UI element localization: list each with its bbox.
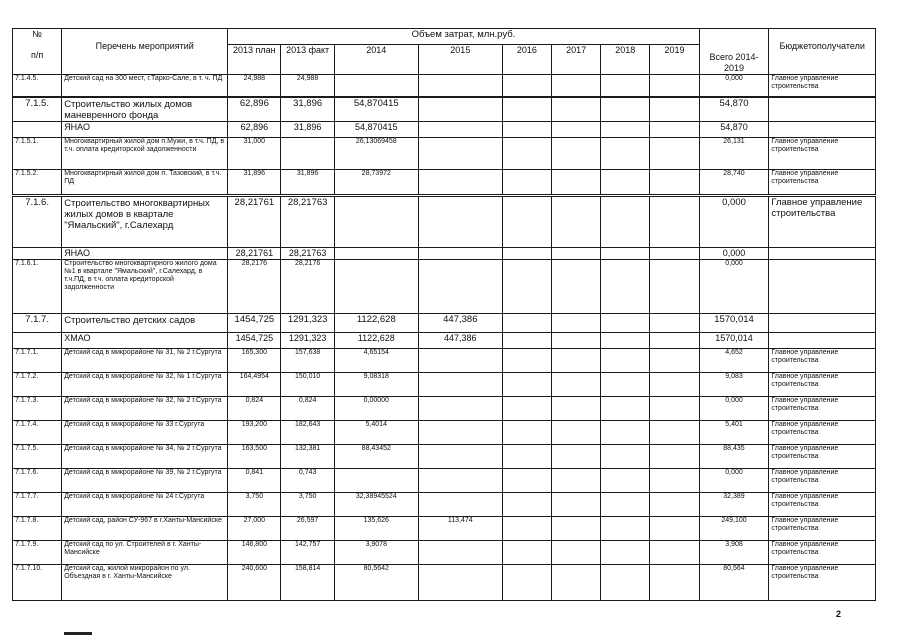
cell-v2014: 28,73972 <box>334 169 418 195</box>
table-row <box>13 540 876 564</box>
cell-v2015 <box>418 564 502 600</box>
header-cost: Объем затрат, млн.руб. <box>228 29 699 45</box>
cell-total: 249,100 <box>699 516 769 540</box>
cell-v2015 <box>418 137 502 169</box>
cell-recipient: Главное управление строительства <box>769 396 876 420</box>
cell-y2017 <box>552 169 601 195</box>
cell-v2015 <box>418 372 502 396</box>
table-header <box>13 29 876 75</box>
cell-code <box>13 121 62 137</box>
cell-v2014 <box>334 259 418 313</box>
cell-code: 7.1.6. <box>13 195 62 247</box>
header-pp: п/п <box>30 50 44 60</box>
cell-recipient: Главное управление строительства <box>769 492 876 516</box>
cell-v2014: 26,13069458 <box>334 137 418 169</box>
cell-v2014 <box>334 195 418 247</box>
cell-y2018 <box>601 313 650 332</box>
cell-y2016 <box>502 169 551 195</box>
cell-y2018 <box>601 169 650 195</box>
cell-total: 80,564 <box>699 564 769 600</box>
cell-v2015 <box>418 444 502 468</box>
cell-code: 7.1.7.2. <box>13 372 62 396</box>
cell-recipient: Главное управление строительства <box>769 468 876 492</box>
cell-y2017 <box>552 97 601 122</box>
cell-total: 0,000 <box>699 396 769 420</box>
cell-fact: 31,896 <box>281 169 334 195</box>
cell-fact: 26,597 <box>281 516 334 540</box>
table-row <box>13 372 876 396</box>
cell-y2019 <box>650 137 699 169</box>
cell-recipient <box>769 259 876 313</box>
cell-fact: 28,21763 <box>281 247 334 259</box>
cell-y2017 <box>552 137 601 169</box>
cell-y2018 <box>601 492 650 516</box>
cell-y2016 <box>502 137 551 169</box>
table-row <box>13 259 876 313</box>
cell-v2015 <box>418 348 502 372</box>
cell-v2014: 54,870415 <box>334 121 418 137</box>
cell-y2018 <box>601 332 650 348</box>
cell-v2014 <box>334 75 418 97</box>
cell-y2016 <box>502 348 551 372</box>
cell-y2019 <box>650 396 699 420</box>
cell-y2016 <box>502 468 551 492</box>
cell-y2018 <box>601 195 650 247</box>
cell-v2015 <box>418 169 502 195</box>
header-total: Всего 2014-2019 <box>699 29 769 75</box>
cell-v2015 <box>418 75 502 97</box>
cell-code: 7.1.7.5. <box>13 444 62 468</box>
cell-y2017 <box>552 396 601 420</box>
cell-fact: 1291,323 <box>281 313 334 332</box>
cell-y2016 <box>502 372 551 396</box>
cell-y2016 <box>502 313 551 332</box>
cell-code: 7.1.7. <box>13 313 62 332</box>
cell-v2015 <box>418 492 502 516</box>
cell-y2016 <box>502 396 551 420</box>
cell-y2017 <box>552 468 601 492</box>
cell-recipient <box>769 332 876 348</box>
cell-total: 28,740 <box>699 169 769 195</box>
cell-y2019 <box>650 75 699 97</box>
cell-name: Детский сад на 300 мест, г.Тарко-Сале, в т. ч. ПД <box>62 75 228 97</box>
cell-y2017 <box>552 372 601 396</box>
cell-plan: 193,200 <box>228 420 281 444</box>
cell-total: 3,908 <box>699 540 769 564</box>
cell-recipient: Главное управление строительства <box>769 516 876 540</box>
cell-y2016 <box>502 420 551 444</box>
budget-table-page <box>12 28 876 608</box>
cell-name: ЯНАО <box>62 121 228 137</box>
table-row <box>13 169 876 195</box>
cell-recipient: Главное управление строительства <box>769 372 876 396</box>
cell-y2016 <box>502 97 551 122</box>
cell-code: 7.1.5.2. <box>13 169 62 195</box>
cell-recipient: Главное управление строительства <box>769 75 876 97</box>
table-row <box>13 97 876 122</box>
cell-total: 9,083 <box>699 372 769 396</box>
cell-total: 0,000 <box>699 75 769 97</box>
cell-y2016 <box>502 332 551 348</box>
cell-recipient: Главное управление строительства <box>769 564 876 600</box>
cell-y2016 <box>502 516 551 540</box>
cell-total: 0,000 <box>699 259 769 313</box>
cell-code <box>13 247 62 259</box>
cell-plan: 164,4954 <box>228 372 281 396</box>
table-body <box>13 75 876 601</box>
header-2018: 2018 <box>601 45 650 75</box>
cell-y2016 <box>502 492 551 516</box>
cell-v2015 <box>418 468 502 492</box>
cell-fact: 182,643 <box>281 420 334 444</box>
cell-y2019 <box>650 468 699 492</box>
cell-y2019 <box>650 348 699 372</box>
cell-fact: 157,638 <box>281 348 334 372</box>
table-row <box>13 468 876 492</box>
cell-fact: 31,896 <box>281 97 334 122</box>
cell-plan: 146,800 <box>228 540 281 564</box>
cell-plan: 1454,725 <box>228 332 281 348</box>
cell-recipient <box>769 97 876 122</box>
table-row <box>13 444 876 468</box>
table-row <box>13 195 876 247</box>
cell-fact: 142,757 <box>281 540 334 564</box>
cell-recipient: Главное управление строительства <box>769 420 876 444</box>
cell-y2019 <box>650 247 699 259</box>
cell-y2017 <box>552 348 601 372</box>
cell-y2019 <box>650 492 699 516</box>
header-2017: 2017 <box>552 45 601 75</box>
cell-y2018 <box>601 420 650 444</box>
cell-y2019 <box>650 332 699 348</box>
cell-v2014: 1122,628 <box>334 313 418 332</box>
cell-y2017 <box>552 313 601 332</box>
cell-code: 7.1.7.1. <box>13 348 62 372</box>
cell-y2017 <box>552 540 601 564</box>
table-row <box>13 121 876 137</box>
cell-plan: 3,750 <box>228 492 281 516</box>
cell-y2017 <box>552 121 601 137</box>
cell-y2017 <box>552 332 601 348</box>
cell-v2014: 0,00000 <box>334 396 418 420</box>
cell-plan: 31,000 <box>228 137 281 169</box>
cell-v2014: 5,4014 <box>334 420 418 444</box>
cell-name: Строительство многоквартирного жилого дома №1 в квартале "Ямальский", г.Салехард, в т.ч.ПД, в т.ч. оплата кредиторской задолженности <box>62 259 228 313</box>
cell-name: Многоквартирный жилой дом п. Тазовский, в т.ч. ПД <box>62 169 228 195</box>
header-2013-plan: 2013 план <box>228 45 281 75</box>
cell-y2019 <box>650 195 699 247</box>
cell-y2016 <box>502 444 551 468</box>
cell-total: 1570,014 <box>699 332 769 348</box>
header-2016: 2016 <box>502 45 551 75</box>
cell-y2016 <box>502 247 551 259</box>
cell-y2017 <box>552 195 601 247</box>
cell-recipient: Главное управление строительства <box>769 444 876 468</box>
cell-name: Строительство жилых домов маневренного фонда <box>62 97 228 122</box>
cell-fact: 31,896 <box>281 121 334 137</box>
cell-v2014 <box>334 247 418 259</box>
cell-code: 7.1.7.9. <box>13 540 62 564</box>
cell-fact: 158,814 <box>281 564 334 600</box>
cell-plan: 0,824 <box>228 396 281 420</box>
cell-y2019 <box>650 121 699 137</box>
cell-code: 7.1.7.3. <box>13 396 62 420</box>
cell-v2014: 135,626 <box>334 516 418 540</box>
cell-v2015: 447,386 <box>418 332 502 348</box>
table-row <box>13 420 876 444</box>
cell-code: 7.1.7.7. <box>13 492 62 516</box>
cell-y2019 <box>650 97 699 122</box>
table-row <box>13 564 876 600</box>
cell-plan: 27,000 <box>228 516 281 540</box>
cell-v2015 <box>418 121 502 137</box>
cell-y2017 <box>552 420 601 444</box>
cell-v2014: 80,5642 <box>334 564 418 600</box>
cell-plan: 240,600 <box>228 564 281 600</box>
cell-code: 7.1.6.1. <box>13 259 62 313</box>
cell-plan: 1454,725 <box>228 313 281 332</box>
cell-plan: 24,988 <box>228 75 281 97</box>
cell-name: Детский сад в микрорайоне № 39, № 2 г.Сургута <box>62 468 228 492</box>
cell-plan: 165,300 <box>228 348 281 372</box>
cell-code: 7.1.7.10. <box>13 564 62 600</box>
cell-total: 1570,014 <box>699 313 769 332</box>
cell-name: Детский сад в микрорайоне № 32, № 1 г.Сургута <box>62 372 228 396</box>
cell-total: 4,652 <box>699 348 769 372</box>
cell-v2015 <box>418 420 502 444</box>
cell-fact: 150,010 <box>281 372 334 396</box>
cell-code: 7.1.4.5. <box>13 75 62 97</box>
cell-v2014 <box>334 468 418 492</box>
cell-y2019 <box>650 169 699 195</box>
cell-y2017 <box>552 564 601 600</box>
table-row <box>13 75 876 97</box>
cell-plan: 163,500 <box>228 444 281 468</box>
cell-v2015: 447,386 <box>418 313 502 332</box>
cell-plan: 62,896 <box>228 121 281 137</box>
cell-code: 7.1.7.4. <box>13 420 62 444</box>
cell-total: 26,131 <box>699 137 769 169</box>
cell-y2016 <box>502 121 551 137</box>
cell-recipient <box>769 247 876 259</box>
cell-y2017 <box>552 492 601 516</box>
cell-y2017 <box>552 516 601 540</box>
cell-y2018 <box>601 468 650 492</box>
cell-v2014: 54,870415 <box>334 97 418 122</box>
cell-y2018 <box>601 137 650 169</box>
cell-y2019 <box>650 564 699 600</box>
cell-total: 54,870 <box>699 121 769 137</box>
cell-plan: 62,896 <box>228 97 281 122</box>
cell-v2015: 113,474 <box>418 516 502 540</box>
header-recipient: Бюджетополучатели <box>769 29 876 75</box>
cell-fact: 0,824 <box>281 396 334 420</box>
cell-y2017 <box>552 259 601 313</box>
cell-recipient <box>769 313 876 332</box>
cell-y2018 <box>601 259 650 313</box>
cell-name: Детский сад в микрорайоне № 32, № 2 г.Сургута <box>62 396 228 420</box>
cell-v2014: 88,43452 <box>334 444 418 468</box>
cell-y2016 <box>502 75 551 97</box>
cell-y2018 <box>601 372 650 396</box>
cell-code <box>13 332 62 348</box>
cell-v2014: 3,9078 <box>334 540 418 564</box>
cell-plan: 0,841 <box>228 468 281 492</box>
cell-recipient: Главное управление строительства <box>769 137 876 169</box>
header-2014: 2014 <box>334 45 418 75</box>
cell-code: 7.1.7.8. <box>13 516 62 540</box>
cell-name: Детский сад в микрорайоне № 24 г.Сургута <box>62 492 228 516</box>
cell-v2015 <box>418 396 502 420</box>
cell-fact: 3,750 <box>281 492 334 516</box>
cell-name: Строительство многоквартирных жилых домов в квартале "Ямальский", г.Салехард <box>62 195 228 247</box>
cell-name: Детский сад по ул. Строителей в г. Ханты-Мансийске <box>62 540 228 564</box>
cell-plan: 28,21761 <box>228 247 281 259</box>
cell-name: Детский сад в микрорайоне № 31, № 2 г.Сургута <box>62 348 228 372</box>
table-row <box>13 137 876 169</box>
cell-v2014: 9,08318 <box>334 372 418 396</box>
budget-table <box>12 28 876 601</box>
header-2019: 2019 <box>650 45 699 75</box>
cell-total: 5,401 <box>699 420 769 444</box>
cell-v2015 <box>418 195 502 247</box>
header-no-cell <box>13 29 62 75</box>
cell-y2017 <box>552 444 601 468</box>
cell-y2018 <box>601 540 650 564</box>
cell-y2019 <box>650 420 699 444</box>
cell-v2015 <box>418 540 502 564</box>
cell-y2018 <box>601 121 650 137</box>
header-2015: 2015 <box>418 45 502 75</box>
cell-recipient: Главное управление строительства <box>769 195 876 247</box>
header-2013-fact: 2013 факт <box>281 45 334 75</box>
cell-plan: 28,21761 <box>228 195 281 247</box>
cell-name: Строительство детских садов <box>62 313 228 332</box>
cell-name: Многоквартирный жилой дом п.Мужи, в т.ч. ПД, в т.ч. оплата кредиторской задолженности <box>62 137 228 169</box>
cell-y2018 <box>601 348 650 372</box>
cell-y2019 <box>650 540 699 564</box>
cell-v2015 <box>418 97 502 122</box>
cell-name: ЯНАО <box>62 247 228 259</box>
header-no: № <box>32 29 42 39</box>
cell-y2018 <box>601 516 650 540</box>
table-row <box>13 516 876 540</box>
cell-plan: 31,896 <box>228 169 281 195</box>
table-row <box>13 313 876 332</box>
cell-y2018 <box>601 97 650 122</box>
cell-y2016 <box>502 259 551 313</box>
header-list: Перечень мероприятий <box>62 29 228 75</box>
cell-name: Детский сад в микрорайоне № 33 г.Сургута <box>62 420 228 444</box>
cell-v2014: 32,38945524 <box>334 492 418 516</box>
cell-fact: 0,743 <box>281 468 334 492</box>
cell-y2019 <box>650 372 699 396</box>
cell-code: 7.1.7.6. <box>13 468 62 492</box>
cell-v2015 <box>418 247 502 259</box>
cell-total: 88,435 <box>699 444 769 468</box>
cell-v2014: 1122,628 <box>334 332 418 348</box>
cell-v2015 <box>418 259 502 313</box>
cell-fact <box>281 137 334 169</box>
cell-name: Детский сад, жилой микрорайон по ул. Объездная в г. Ханты-Мансийске <box>62 564 228 600</box>
cell-total: 54,870 <box>699 97 769 122</box>
cell-fact: 28,2176 <box>281 259 334 313</box>
cell-y2017 <box>552 75 601 97</box>
cell-name: Детский сад, район СУ-967 в г.Ханты-Мансийске <box>62 516 228 540</box>
cell-y2016 <box>502 195 551 247</box>
cell-code: 7.1.5.1. <box>13 137 62 169</box>
cell-y2019 <box>650 313 699 332</box>
cell-total: 32,389 <box>699 492 769 516</box>
cell-recipient: Главное управление строительства <box>769 169 876 195</box>
cell-code: 7.1.5. <box>13 97 62 122</box>
cell-total: 0,000 <box>699 195 769 247</box>
cell-y2016 <box>502 540 551 564</box>
cell-y2017 <box>552 247 601 259</box>
cell-y2019 <box>650 516 699 540</box>
cell-y2019 <box>650 259 699 313</box>
cell-y2018 <box>601 564 650 600</box>
cell-fact: 1291,323 <box>281 332 334 348</box>
table-row <box>13 396 876 420</box>
cell-y2019 <box>650 444 699 468</box>
table-row <box>13 332 876 348</box>
cell-y2018 <box>601 247 650 259</box>
cell-plan: 28,2176 <box>228 259 281 313</box>
cell-recipient: Главное управление строительства <box>769 348 876 372</box>
table-row <box>13 247 876 259</box>
cell-y2018 <box>601 444 650 468</box>
cell-name: Детский сад в микрорайоне № 34, № 2 г.Сургута <box>62 444 228 468</box>
cell-fact: 24,988 <box>281 75 334 97</box>
cell-total: 0,000 <box>699 468 769 492</box>
table-row <box>13 492 876 516</box>
cell-y2018 <box>601 75 650 97</box>
cell-fact: 28,21763 <box>281 195 334 247</box>
cell-y2018 <box>601 396 650 420</box>
cell-y2016 <box>502 564 551 600</box>
page-number: 2 <box>836 609 842 619</box>
table-row <box>13 348 876 372</box>
cell-recipient <box>769 121 876 137</box>
footer-mark <box>64 632 92 635</box>
cell-name: ХМАО <box>62 332 228 348</box>
cell-fact: 132,381 <box>281 444 334 468</box>
cell-total: 0,000 <box>699 247 769 259</box>
cell-recipient: Главное управление строительства <box>769 540 876 564</box>
cell-v2014: 4,65154 <box>334 348 418 372</box>
